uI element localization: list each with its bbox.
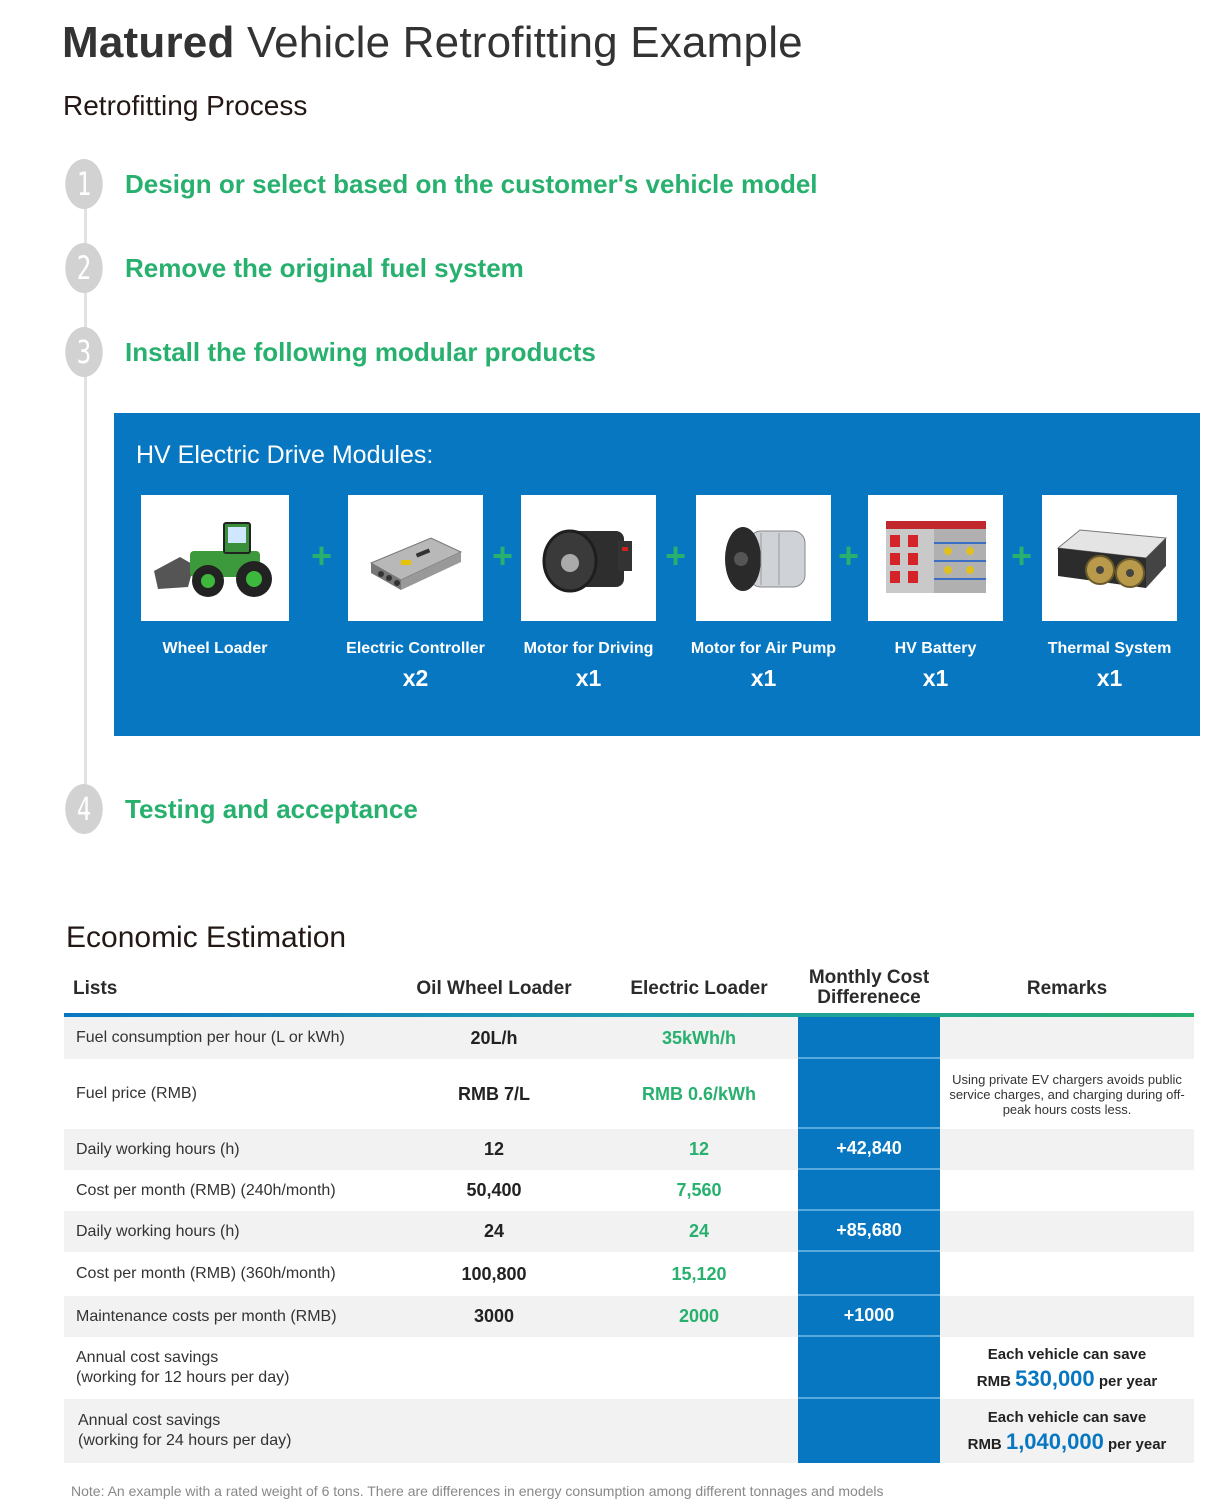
hv-battery-image bbox=[868, 495, 1003, 621]
cell-electric: 35kWh/h bbox=[661, 1027, 736, 1048]
thermal-system-image bbox=[1042, 495, 1177, 621]
cell-list: Daily working hours (h) bbox=[76, 1140, 240, 1158]
cell-list bbox=[78, 1399, 291, 1463]
step-number-badge: 4 bbox=[65, 784, 103, 834]
cell-oil: 50,400 bbox=[466, 1180, 522, 1200]
cell-oil: RMB 7/L bbox=[458, 1083, 530, 1104]
plus-icon: + bbox=[492, 535, 514, 576]
cell-electric: 7,560 bbox=[676, 1180, 722, 1200]
section-title-process: Retrofitting Process bbox=[63, 90, 308, 121]
column-header-diff-line2: Differenece bbox=[817, 987, 921, 1008]
cell-remarks bbox=[940, 1017, 1194, 1059]
savings-amount: 1,040,000 bbox=[1005, 1428, 1104, 1454]
module-drive-motor bbox=[521, 495, 656, 691]
table-row bbox=[64, 1170, 1194, 1211]
module-quantity: x1 bbox=[922, 665, 949, 691]
section-title-economic: Economic Estimation bbox=[66, 921, 347, 954]
footnote: Note: An example with a rated weight of 6 tons. There are differences in energy consumption among different tonnages and models bbox=[71, 1483, 884, 1499]
electric-controller-image bbox=[348, 495, 483, 621]
savings-label: Each vehicle can save bbox=[987, 1408, 1147, 1426]
cell-remarks bbox=[940, 1296, 1194, 1337]
wheel-loader-image bbox=[141, 495, 289, 621]
savings-label: Each vehicle can save bbox=[987, 1345, 1147, 1363]
modules-title: HV Electric Drive Modules: bbox=[136, 441, 434, 469]
column-header-oil: Oil Wheel Loader bbox=[416, 978, 572, 999]
module-name: Motor for Air Pump bbox=[690, 640, 837, 657]
page-title-bold: Matured bbox=[62, 18, 235, 67]
savings-amount-line bbox=[977, 1367, 1157, 1394]
cell-diff bbox=[798, 1170, 940, 1211]
cell-diff bbox=[798, 1017, 940, 1059]
cell-remarks bbox=[940, 1211, 1194, 1252]
air-pump-motor-image bbox=[696, 495, 831, 621]
savings-suffix: per year bbox=[1098, 1372, 1158, 1390]
cell-list: Cost per month (RMB) (240h/month) bbox=[76, 1181, 336, 1199]
step-number-badge: 3 bbox=[65, 327, 103, 377]
step-number-badge: 1 bbox=[65, 159, 103, 209]
module-quantity: x1 bbox=[750, 665, 777, 691]
step-number-badge: 2 bbox=[65, 243, 103, 293]
cell-list: Cost per month (RMB) (360h/month) bbox=[76, 1265, 336, 1282]
cell-remarks: Using private EV chargers avoids public service charges, and charging during off-peak hours costs less. bbox=[949, 1071, 1185, 1117]
table-row bbox=[64, 1296, 1194, 1337]
cell-oil: 20L/h bbox=[470, 1027, 518, 1048]
step-3 bbox=[59, 327, 596, 377]
plus-icon: + bbox=[665, 535, 687, 576]
step-label: Remove the original fuel system bbox=[125, 252, 524, 283]
module-name: Electric Controller bbox=[346, 640, 485, 657]
hv-modules-panel bbox=[114, 413, 1200, 736]
table-row-annual-12h bbox=[64, 1337, 1194, 1399]
table-row bbox=[64, 1129, 1194, 1170]
cell-savings bbox=[940, 1399, 1194, 1463]
module-name: Wheel Loader bbox=[162, 640, 268, 657]
column-header-lists: Lists bbox=[73, 978, 118, 999]
cell-remarks bbox=[940, 1129, 1194, 1170]
plus-icon: + bbox=[838, 535, 860, 576]
savings-prefix: RMB bbox=[976, 1372, 1011, 1390]
cell-oil: 12 bbox=[483, 1139, 505, 1159]
cell-electric: RMB 0.6/kWh bbox=[641, 1083, 756, 1104]
module-electric-controller bbox=[346, 495, 485, 691]
step-label: Design or select based on the customer's vehicle model bbox=[125, 168, 818, 199]
cell-list: Daily working hours (h) bbox=[76, 1222, 240, 1240]
cell-diff bbox=[798, 1059, 940, 1129]
step-label: Testing and acceptance bbox=[125, 793, 418, 824]
cell-diff: +85,680 bbox=[798, 1211, 940, 1252]
column-header-remarks: Remarks bbox=[1026, 978, 1108, 999]
page-title bbox=[62, 18, 803, 68]
module-wheel-loader bbox=[141, 495, 289, 657]
plus-icon: + bbox=[1011, 535, 1033, 576]
cell-list: Fuel price (RMB) bbox=[76, 1085, 197, 1102]
table-row bbox=[64, 1017, 1194, 1059]
module-quantity: x2 bbox=[402, 665, 429, 691]
cell-list: Maintenance costs per month (RMB) bbox=[76, 1307, 337, 1325]
module-name: HV Battery bbox=[894, 640, 977, 657]
table-row bbox=[64, 1211, 1194, 1252]
cell-diff bbox=[798, 1337, 940, 1399]
cell-electric: 12 bbox=[688, 1139, 710, 1159]
cell-list: Fuel consumption per hour (L or kWh) bbox=[76, 1029, 345, 1046]
plus-icon: + bbox=[311, 535, 333, 576]
savings-suffix: per year bbox=[1108, 1435, 1167, 1453]
savings-amount: 530,000 bbox=[1015, 1365, 1095, 1391]
cell-electric: 15,120 bbox=[671, 1263, 727, 1284]
cell-list-line2: (working for 24 hours per day) bbox=[78, 1432, 292, 1449]
page-title-rest: Vehicle Retrofitting Example bbox=[246, 18, 803, 67]
cell-diff: +1000 bbox=[798, 1296, 940, 1337]
step-4 bbox=[59, 784, 418, 834]
cell-diff: +42,840 bbox=[798, 1129, 940, 1170]
drive-motor-image bbox=[521, 495, 656, 621]
table-row bbox=[64, 1252, 1194, 1296]
cell-list-line2: (working for 12 hours per day) bbox=[76, 1369, 290, 1386]
cell-diff bbox=[798, 1399, 940, 1463]
cell-oil: 24 bbox=[483, 1221, 505, 1241]
cell-electric: 24 bbox=[688, 1221, 710, 1241]
cell-diff bbox=[798, 1252, 940, 1296]
module-air-pump-motor bbox=[690, 495, 837, 691]
cell-list-line1: Annual cost savings bbox=[76, 1349, 219, 1366]
cell-electric: 2000 bbox=[678, 1306, 720, 1326]
module-quantity: x1 bbox=[575, 665, 602, 691]
module-thermal-system bbox=[1042, 495, 1177, 691]
column-header-electric: Electric Loader bbox=[630, 978, 768, 999]
step-label: Install the following modular products bbox=[125, 336, 596, 367]
step-2 bbox=[59, 243, 524, 293]
step-1 bbox=[59, 159, 818, 209]
module-name: Thermal System bbox=[1047, 640, 1172, 657]
cell-list-line1: Annual cost savings bbox=[78, 1412, 221, 1429]
cell-remarks bbox=[940, 1170, 1194, 1211]
cell-oil: 3000 bbox=[473, 1306, 515, 1326]
table-row-annual-24h bbox=[64, 1399, 1194, 1463]
cell-savings bbox=[940, 1337, 1194, 1399]
table-row bbox=[64, 1059, 1194, 1129]
column-header-diff-line1: Monthly Cost bbox=[808, 967, 930, 988]
savings-amount-line bbox=[968, 1430, 1167, 1457]
module-name: Motor for Driving bbox=[523, 640, 654, 657]
module-quantity: x1 bbox=[1096, 665, 1123, 691]
column-header-diff bbox=[798, 968, 940, 1008]
savings-prefix: RMB bbox=[967, 1435, 1002, 1453]
cell-remarks bbox=[940, 1252, 1194, 1296]
module-hv-battery bbox=[868, 495, 1003, 691]
cell-list bbox=[76, 1337, 289, 1399]
cell-oil: 100,800 bbox=[461, 1263, 527, 1284]
